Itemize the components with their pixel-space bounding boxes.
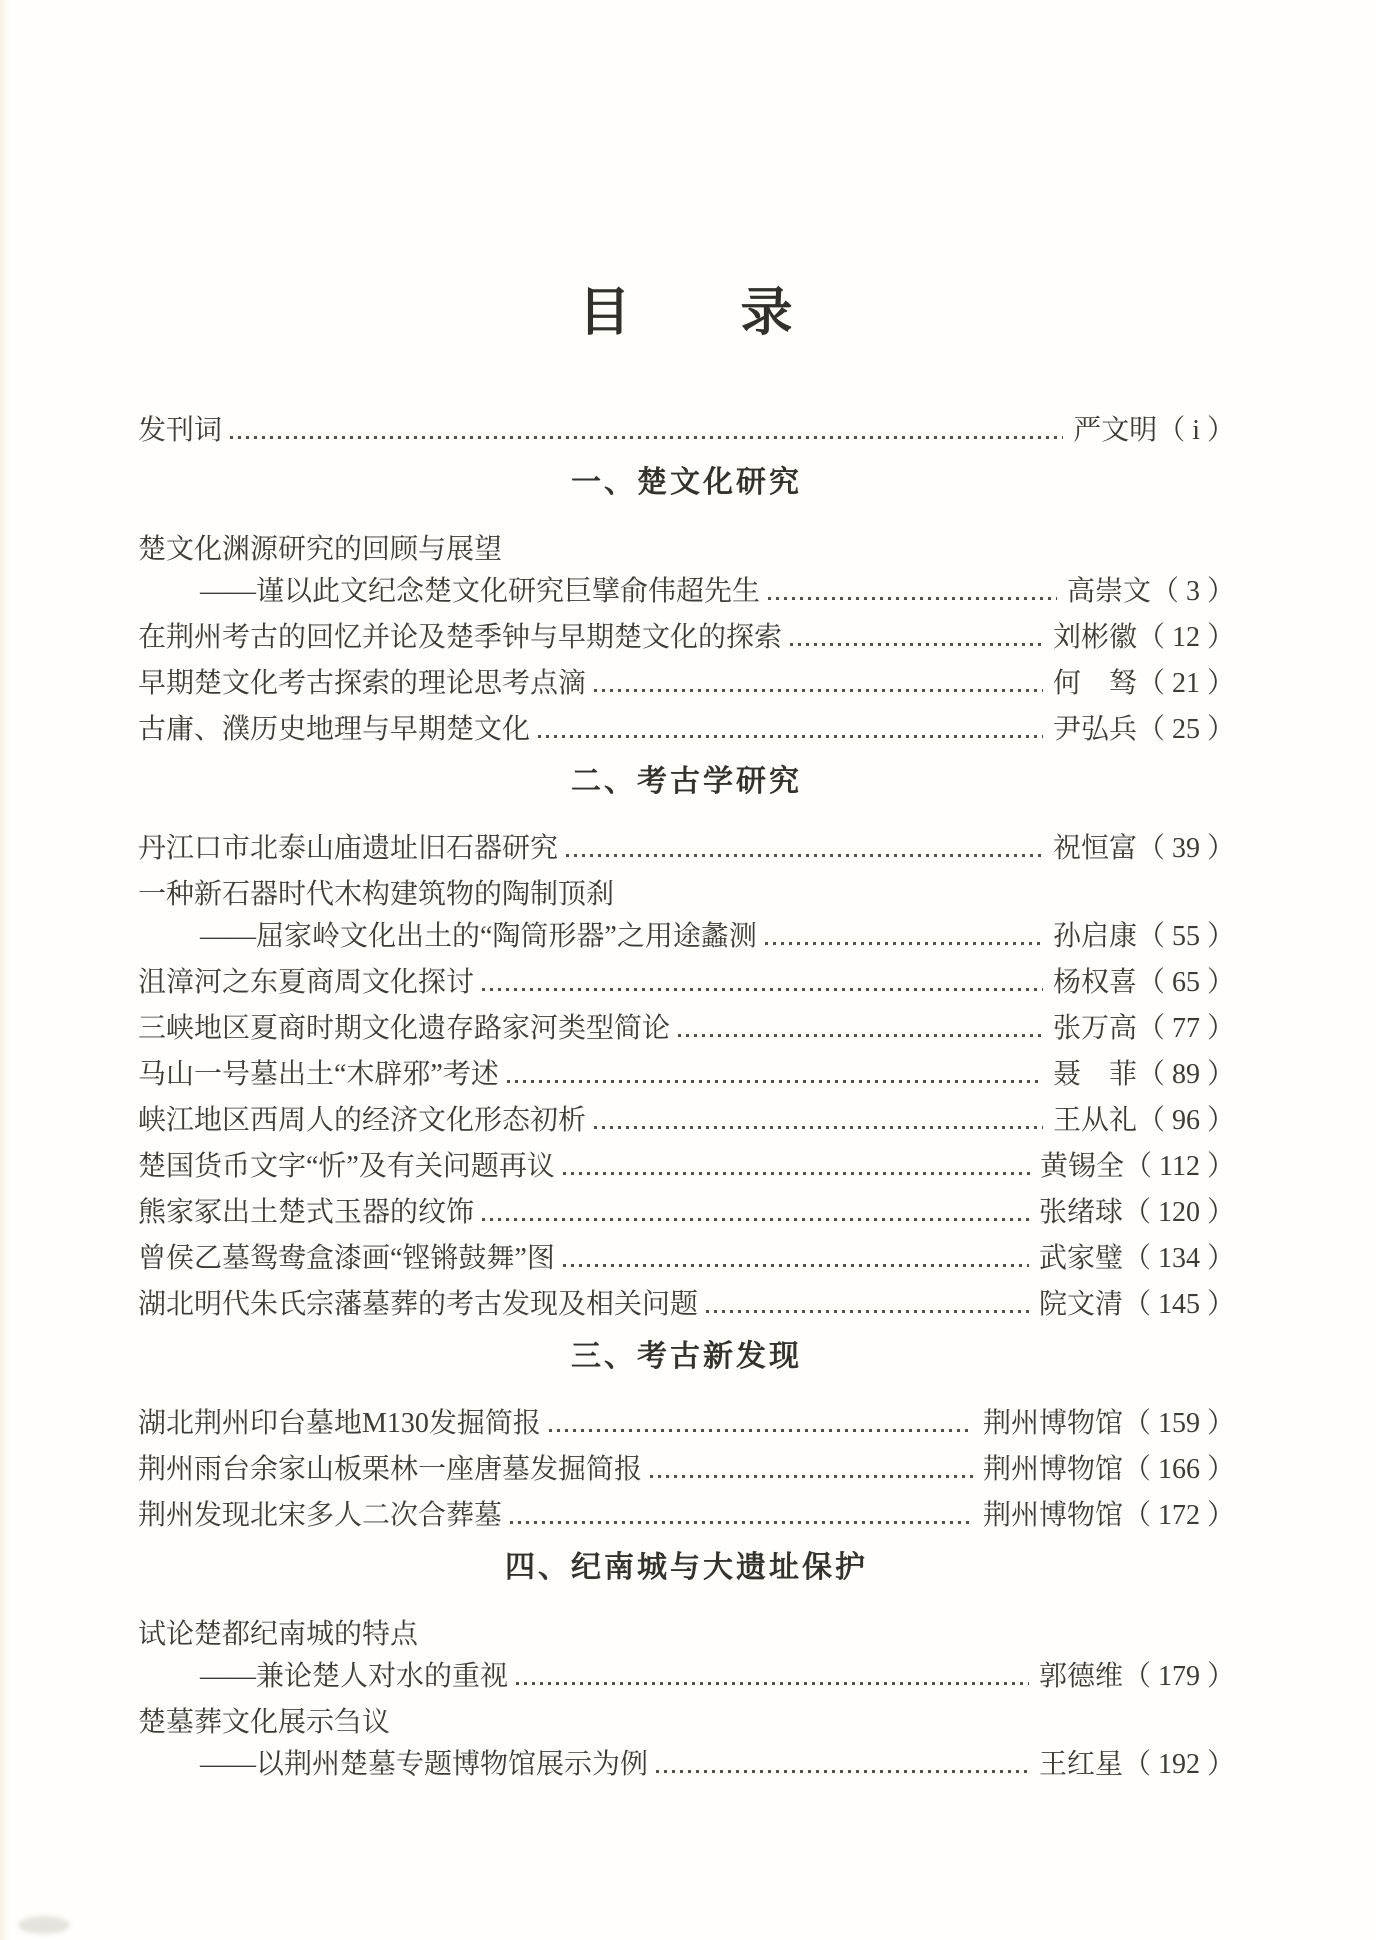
entry-subtitle: ——以荆州楚墓专题博物馆展示为例 (200, 1749, 649, 1780)
toc-entry (138, 715, 1235, 745)
entry-pageref: （ 89 ） (1136, 1059, 1235, 1090)
toc-entry (138, 834, 1235, 864)
entry-title: 三峡地区夏商时期文化遗存路家河类型简论 (138, 1013, 671, 1044)
dot-leader (230, 436, 1063, 439)
entry-pageref: （ 120 ） (1122, 1197, 1235, 1228)
entry-author: 武家璧 (1038, 1243, 1123, 1274)
toc-content (138, 0, 1235, 1796)
entry-pageref: （ 166 ） (1122, 1454, 1235, 1485)
section-heading: 一、楚文化研究 (571, 466, 802, 499)
entry-pageref: （ 3 ） (1150, 576, 1235, 607)
toc-entry (138, 1455, 1235, 1485)
entry-pageref: （ 12 ） (1136, 622, 1235, 653)
toc-entry (138, 1290, 1235, 1320)
toc-entry-title-line (138, 1708, 1235, 1738)
entry-pageref: （ 25 ） (1136, 714, 1235, 745)
entry-title: 湖北荆州印台墓地M130发掘简报 (138, 1408, 541, 1439)
entry-author: 严文明 (1073, 415, 1158, 446)
entry-author: 孙启康 (1052, 921, 1137, 952)
toc-entry (138, 416, 1235, 446)
entry-author: 聂 菲 (1052, 1059, 1137, 1090)
entry-author: 杨权喜 (1052, 967, 1137, 998)
entry-title: 楚墓葬文化展示刍议 (138, 1707, 391, 1738)
entry-title: 峡江地区西周人的经济文化形态初析 (138, 1105, 587, 1136)
toc-entry (138, 1014, 1235, 1044)
entry-author: 荆州博物馆 (982, 1500, 1123, 1531)
entry-pageref: （ 112 ） (1124, 1151, 1235, 1182)
entry-author: 王红星 (1038, 1749, 1123, 1780)
entry-author: 何 驽 (1052, 668, 1137, 699)
page-title: 目 录 (578, 285, 795, 342)
entry-title: 荆州雨台余家山板栗林一座唐墓发掘简报 (138, 1454, 643, 1485)
toc-entry-title-line (138, 1620, 1235, 1650)
toc-entry (138, 1152, 1235, 1182)
toc-entry (138, 669, 1235, 699)
entry-title: 楚国货币文字“忻”及有关问题再议 (138, 1151, 555, 1182)
dot-leader (538, 735, 1043, 738)
entry-title: 湖北明代朱氏宗藩墓葬的考古发现及相关问题 (138, 1289, 699, 1320)
entry-author: 黄锡全 (1040, 1151, 1125, 1182)
section-heading: 二、考古学研究 (571, 765, 802, 798)
entry-title: 熊家冢出土楚式玉器的纹饰 (138, 1197, 475, 1228)
toc-entry-subtitle (138, 577, 1235, 607)
entry-pageref: （ 134 ） (1122, 1243, 1235, 1274)
entry-author: 祝恒富 (1052, 833, 1137, 864)
dot-leader (790, 643, 1043, 646)
entry-title: 丹江口市北泰山庙遗址旧石器研究 (138, 833, 559, 864)
toc-entry-title-line (138, 535, 1235, 565)
entry-author: 张绪球 (1038, 1197, 1123, 1228)
dot-leader (768, 597, 1057, 600)
entry-author: 荆州博物馆 (982, 1408, 1123, 1439)
entry-title: 楚文化渊源研究的回顾与展望 (138, 534, 503, 565)
dot-leader (549, 1429, 973, 1432)
entry-pageref: （ 192 ） (1122, 1749, 1235, 1780)
dot-leader (482, 988, 1043, 991)
toc-entry-subtitle (138, 922, 1235, 952)
entry-title: 在荆州考古的回忆并论及楚季钟与早期楚文化的探索 (138, 622, 783, 653)
entry-author: 王从礼 (1052, 1105, 1137, 1136)
entry-pageref: （ i ） (1157, 415, 1235, 446)
dot-leader (516, 1682, 1029, 1685)
entry-title: 发刊词 (138, 415, 223, 446)
toc-entry (138, 1060, 1235, 1090)
section-heading: 四、纪南城与大遗址保护 (505, 1551, 868, 1584)
dot-leader (482, 1218, 1029, 1221)
entry-pageref: （ 145 ） (1122, 1289, 1235, 1320)
toc-entry (138, 623, 1235, 653)
dot-leader (594, 689, 1043, 692)
entry-pageref: （ 172 ） (1122, 1500, 1235, 1531)
entry-pageref: （ 77 ） (1136, 1013, 1235, 1044)
dot-leader (594, 1126, 1043, 1129)
scan-smudge (18, 1916, 70, 1934)
dot-leader (510, 1521, 973, 1524)
dot-leader (563, 1264, 1029, 1267)
entry-author: 刘彬徽 (1052, 622, 1137, 653)
entry-subtitle: ——兼论楚人对水的重视 (200, 1661, 509, 1692)
entry-pageref: （ 39 ） (1136, 833, 1235, 864)
dot-leader (678, 1034, 1043, 1037)
entry-title: 曾侯乙墓鸳鸯盒漆画“铿锵鼓舞”图 (138, 1243, 555, 1274)
entry-author: 高崇文 (1066, 576, 1151, 607)
entry-pageref: （ 96 ） (1136, 1105, 1235, 1136)
toc-entry (138, 1244, 1235, 1274)
entry-pageref: （ 179 ） (1122, 1661, 1235, 1692)
entry-pageref: （ 21 ） (1136, 668, 1235, 699)
dot-leader (563, 1172, 1030, 1175)
toc-entry (138, 968, 1235, 998)
entry-author: 郭德维 (1038, 1661, 1123, 1692)
entry-author: 尹弘兵 (1052, 714, 1137, 745)
toc-entry-subtitle (138, 1750, 1235, 1780)
entry-author: 荆州博物馆 (982, 1454, 1123, 1485)
entry-title: 早期楚文化考古探索的理论思考点滴 (138, 668, 587, 699)
dot-leader (650, 1475, 973, 1478)
entry-pageref: （ 65 ） (1136, 967, 1235, 998)
toc-entry (138, 1409, 1235, 1439)
dot-leader (507, 1080, 1043, 1083)
entry-subtitle: ——屈家岭文化出土的“陶筒形器”之用途蠡测 (200, 921, 757, 952)
toc-entry-title-line (138, 880, 1235, 910)
dot-leader (656, 1770, 1029, 1773)
entry-pageref: （ 55 ） (1136, 921, 1235, 952)
dot-leader (706, 1310, 1029, 1313)
entry-title: 沮漳河之东夏商周文化探讨 (138, 967, 475, 998)
entry-author: 张万高 (1052, 1013, 1137, 1044)
entry-pageref: （ 159 ） (1122, 1408, 1235, 1439)
toc-entry (138, 1106, 1235, 1136)
entry-title: 一种新石器时代木构建筑物的陶制顶刹 (138, 879, 615, 910)
entry-title: 马山一号墓出土“木辟邪”考述 (138, 1059, 499, 1090)
toc-entry-subtitle (138, 1662, 1235, 1692)
toc-entry (138, 1198, 1235, 1228)
entry-title: 荆州发现北宋多人二次合葬墓 (138, 1500, 503, 1531)
dot-leader (765, 942, 1043, 945)
dot-leader (566, 854, 1043, 857)
toc-entry (138, 1501, 1235, 1531)
entry-author: 院文清 (1038, 1289, 1123, 1320)
entry-title: 试论楚都纪南城的特点 (138, 1619, 419, 1650)
entry-title: 古庸、濮历史地理与早期楚文化 (138, 714, 531, 745)
section-heading: 三、考古新发现 (571, 1340, 802, 1373)
entry-subtitle: ——谨以此文纪念楚文化研究巨擘俞伟超先生 (200, 576, 761, 607)
